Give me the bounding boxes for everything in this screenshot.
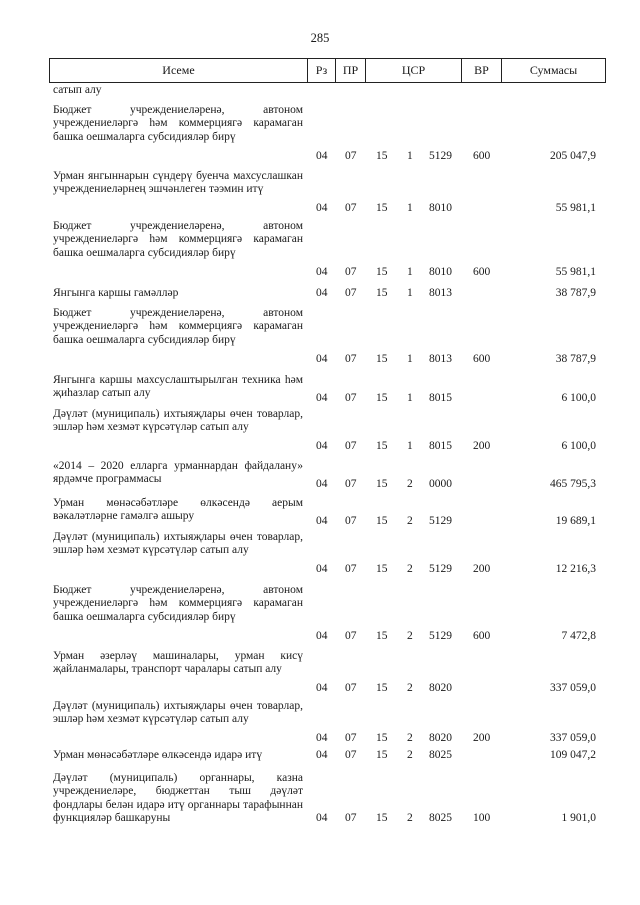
row-vr: 600 [473, 630, 491, 642]
row-csr-1: 15 [376, 150, 388, 162]
row-rz: 04 [316, 353, 328, 365]
row-sum: 6 100,0 [561, 392, 596, 404]
row-csr-3: 8013 [429, 287, 452, 299]
row-vr: 200 [473, 732, 491, 744]
row-pr: 07 [345, 266, 357, 278]
row-name: Бюджет учреждениеләренә, автоном учреждениеләргә һәм коммерциягә карамаган башка оешмаларга субсидияләр бирү [53, 584, 303, 623]
row-vr: 200 [473, 563, 491, 575]
row-rz: 04 [316, 682, 328, 694]
header-pr: ПР [336, 59, 366, 82]
row-name: Бюджет учреждениеләренә, автоном учреждениеләргә һәм коммерциягә карамаган башка оешмаларга субсидияләр бирү [53, 104, 303, 143]
row-pr: 07 [345, 749, 357, 761]
row-csr-3: 8020 [429, 682, 452, 694]
row-pr: 07 [345, 478, 357, 490]
row-sum: 465 795,3 [550, 478, 596, 490]
row-name: Дәүләт (муниципаль) органнары, казна учреждениеләре, бюджеттан тыш дәүләт фондлары белән идарә итү органнары тарафыннан функцияләр башкаруны [53, 772, 303, 825]
row-csr-2: 2 [407, 630, 413, 642]
row-csr-3: 8015 [429, 392, 452, 404]
header-name: Исеме [50, 59, 308, 82]
row-sum: 38 787,9 [555, 287, 596, 299]
row-pr: 07 [345, 287, 357, 299]
row-csr-3: 8013 [429, 353, 452, 365]
row-vr: 100 [473, 812, 491, 824]
row-pr: 07 [345, 630, 357, 642]
row-rz: 04 [316, 478, 328, 490]
header-vr: ВР [462, 59, 502, 82]
row-rz: 04 [316, 287, 328, 299]
row-csr-1: 15 [376, 478, 388, 490]
row-sum: 55 981,1 [555, 266, 596, 278]
row-name: сатып алу [53, 84, 102, 96]
row-rz: 04 [316, 812, 328, 824]
header-sum: Суммасы [529, 63, 578, 77]
row-csr-1: 15 [376, 202, 388, 214]
row-rz: 04 [316, 202, 328, 214]
row-sum: 38 787,9 [555, 353, 596, 365]
row-csr-1: 15 [376, 515, 388, 527]
row-rz: 04 [316, 440, 328, 452]
row-csr-2: 1 [407, 266, 413, 278]
row-csr-1: 15 [376, 563, 388, 575]
row-csr-1: 15 [376, 630, 388, 642]
row-csr-3: 8010 [429, 202, 452, 214]
row-csr-3: 8020 [429, 732, 452, 744]
row-csr-2: 2 [407, 515, 413, 527]
row-sum: 1 901,0 [561, 812, 596, 824]
row-pr: 07 [345, 515, 357, 527]
row-csr-2: 1 [407, 392, 413, 404]
row-name: Урман янгыннарын сүндерү буенча махсуслашкан учреждениеләрнең эшчәнлеген тәэмин итү [53, 170, 303, 196]
row-pr: 07 [345, 202, 357, 214]
row-name: Урман әзерләү машиналары, урман кисү җайланмалары, транспорт чаралары сатып алу [53, 650, 303, 676]
row-csr-1: 15 [376, 682, 388, 694]
row-csr-3: 5129 [429, 515, 452, 527]
row-vr: 600 [473, 150, 491, 162]
row-name: Янгынга каршы гамәлләр [53, 287, 179, 299]
row-name: Бюджет учреждениеләренә, автоном учреждениеләргә һәм коммерциягә карамаган башка оешмаларга субсидияләр бирү [53, 307, 303, 346]
row-rz: 04 [316, 732, 328, 744]
row-rz: 04 [316, 150, 328, 162]
row-rz: 04 [316, 630, 328, 642]
table-header [49, 58, 606, 83]
row-name: Дәүләт (муниципаль) ихтыяҗлары өчен товарлар, эшләр һәм хезмәт күрсәтүләр сатып алу [53, 408, 303, 434]
row-csr-1: 15 [376, 749, 388, 761]
row-rz: 04 [316, 266, 328, 278]
row-csr-3: 8025 [429, 749, 452, 761]
row-sum: 109 047,2 [550, 749, 596, 761]
row-csr-3: 8025 [429, 812, 452, 824]
row-pr: 07 [345, 682, 357, 694]
row-csr-3: 0000 [429, 478, 452, 490]
row-pr: 07 [345, 353, 357, 365]
row-csr-2: 1 [407, 202, 413, 214]
row-vr: 600 [473, 353, 491, 365]
row-pr: 07 [345, 732, 357, 744]
row-rz: 04 [316, 515, 328, 527]
row-pr: 07 [345, 563, 357, 575]
row-csr-1: 15 [376, 266, 388, 278]
row-sum: 19 689,1 [555, 515, 596, 527]
row-csr-1: 15 [376, 392, 388, 404]
row-name: Дәүләт (муниципаль) ихтыяҗлары өчен товарлар, эшләр һәм хезмәт күрсәтүләр сатып алу [53, 700, 303, 726]
row-csr-1: 15 [376, 353, 388, 365]
row-vr: 200 [473, 440, 491, 452]
row-name: Бюджет учреждениеләренә, автоном учреждениеләргә һәм коммерциягә карамаган башка оешмаларга субсидияләр бирү [53, 220, 303, 259]
row-name: «2014 – 2020 елларга урманнардан файдалану» ярдәмче программасы [53, 460, 303, 486]
row-vr: 600 [473, 266, 491, 278]
row-pr: 07 [345, 150, 357, 162]
row-csr-1: 15 [376, 812, 388, 824]
row-rz: 04 [316, 563, 328, 575]
row-csr-3: 5129 [429, 150, 452, 162]
row-name: Урман мөнәсәбәтләре өлкәсендә идарә итү [53, 749, 263, 761]
row-csr-1: 15 [376, 440, 388, 452]
row-csr-3: 8015 [429, 440, 452, 452]
row-name: Урман мөнәсәбәтләре өлкәсендә аерым вәкаләтләрне гамәлгә ашыру [53, 497, 303, 523]
row-csr-2: 1 [407, 287, 413, 299]
row-pr: 07 [345, 440, 357, 452]
row-csr-2: 2 [407, 732, 413, 744]
header-rz: Рз [308, 59, 336, 82]
row-sum: 337 059,0 [550, 732, 596, 744]
row-csr-2: 2 [407, 812, 413, 824]
row-csr-1: 15 [376, 732, 388, 744]
row-rz: 04 [316, 749, 328, 761]
row-sum: 205 047,9 [550, 150, 596, 162]
row-csr-2: 1 [407, 353, 413, 365]
row-sum: 337 059,0 [550, 682, 596, 694]
row-pr: 07 [345, 392, 357, 404]
row-name: Дәүләт (муниципаль) ихтыяҗлары өчен товарлар, эшләр һәм хезмәт күрсәтүләр сатып алу [53, 531, 303, 557]
row-sum: 55 981,1 [555, 202, 596, 214]
row-csr-3: 5129 [429, 630, 452, 642]
row-name: Янгынга каршы махсуслаштырылган техника һәм җиһазлар сатып алу [53, 374, 303, 400]
row-sum: 7 472,8 [561, 630, 596, 642]
row-csr-2: 2 [407, 749, 413, 761]
row-sum: 6 100,0 [561, 440, 596, 452]
row-csr-2: 2 [407, 563, 413, 575]
row-sum: 12 216,3 [555, 563, 596, 575]
row-csr-2: 1 [407, 440, 413, 452]
row-csr-3: 8010 [429, 266, 452, 278]
page-number: 285 [310, 31, 330, 45]
row-csr-1: 15 [376, 287, 388, 299]
row-csr-2: 2 [407, 682, 413, 694]
header-csr: ЦСР [366, 59, 462, 82]
row-rz: 04 [316, 392, 328, 404]
row-pr: 07 [345, 812, 357, 824]
row-csr-2: 1 [407, 150, 413, 162]
row-csr-3: 5129 [429, 563, 452, 575]
row-csr-2: 2 [407, 478, 413, 490]
